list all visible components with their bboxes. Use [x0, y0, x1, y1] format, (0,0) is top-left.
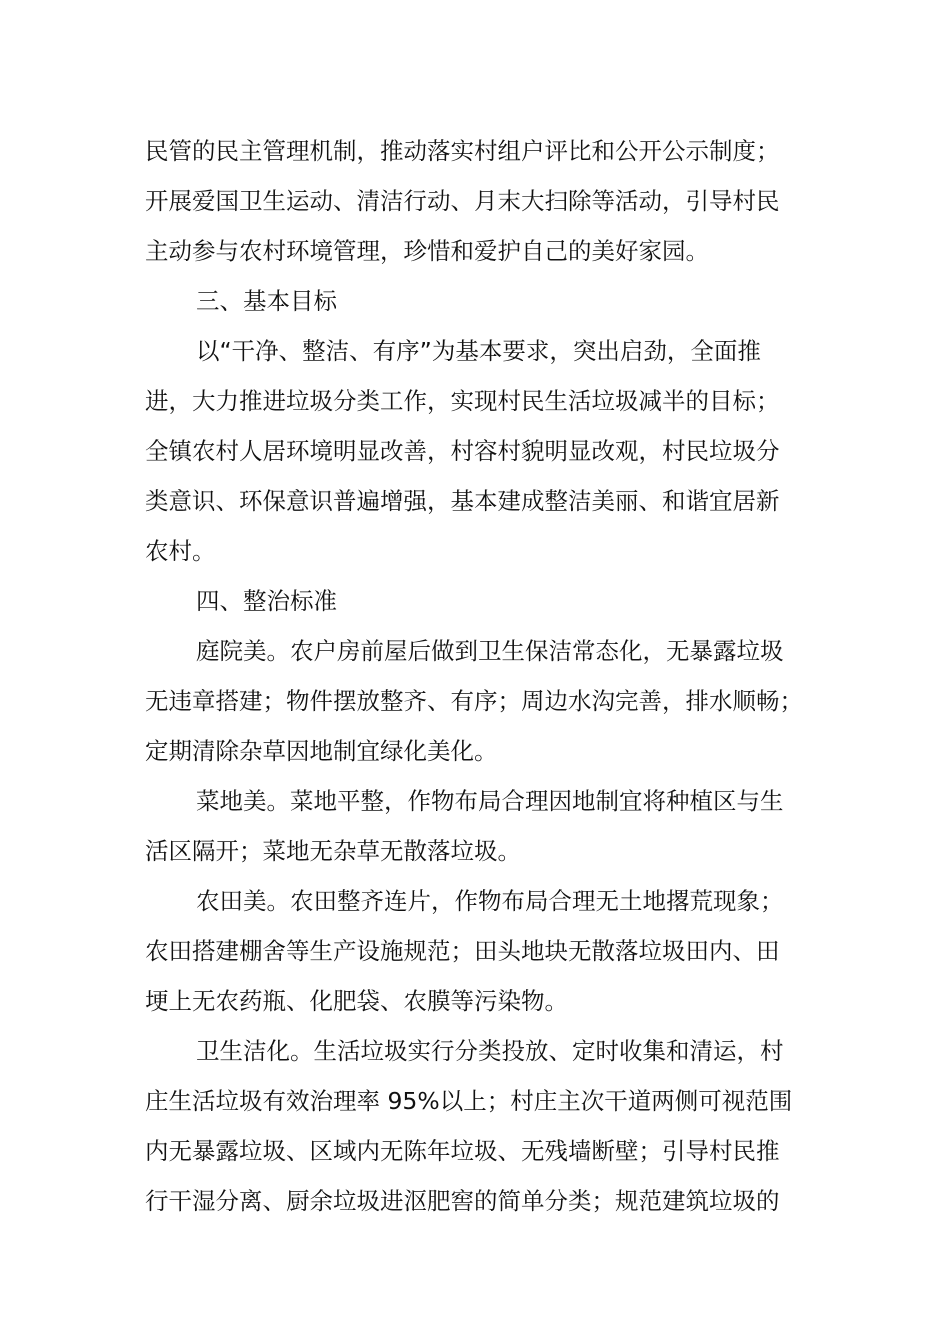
text-line: 民管的民主管理机制，推动落实村组户评比和公开公示制度；	[145, 137, 780, 165]
section-heading: 三、基本目标	[196, 287, 337, 315]
text-line: 主动参与农村环境管理，珍惜和爱护自己的美好家园。	[145, 237, 709, 265]
paragraph-start: 菜地美。菜地平整，作物布局合理因地制宜将种植区与生	[196, 787, 784, 815]
text-line: 农村。	[145, 537, 216, 565]
document-body	[145, 126, 805, 1226]
text-line: 无违章搭建；物件摆放整齐、有序；周边水沟完善，排水顺畅；	[145, 687, 803, 715]
paragraph-start: 卫生洁化。生活垃圾实行分类投放、定时收集和清运，村	[196, 1037, 784, 1065]
text-line: 进，大力推进垃圾分类工作，实现村民生活垃圾减半的目标；	[145, 387, 780, 415]
text-line: 埂上无农药瓶、化肥袋、农膜等污染物。	[145, 987, 568, 1015]
paragraph-start: 农田美。农田整齐连片，作物布局合理无土地撂荒现象；	[196, 887, 784, 915]
text-line: 全镇农村人居环境明显改善，村容村貌明显改观，村民垃圾分	[145, 437, 780, 465]
section-heading: 四、整治标准	[196, 587, 337, 615]
text-line: 类意识、环保意识普遍增强，基本建成整洁美丽、和谐宜居新	[145, 487, 780, 515]
text-line: 内无暴露垃圾、区域内无陈年垃圾、无残墙断壁；引导村民推	[145, 1137, 780, 1165]
text-line: 庄生活垃圾有效治理率 95%以上；村庄主次干道两侧可视范围	[145, 1087, 793, 1115]
paragraph-start: 以“干净、整洁、有序”为基本要求，突出启劲，全面推	[196, 337, 761, 365]
text-line: 活区隔开；菜地无杂草无散落垃圾。	[145, 837, 521, 865]
text-line: 定期清除杂草因地制宜绿化美化。	[145, 737, 498, 765]
paragraph-start: 庭院美。农户房前屋后做到卫生保洁常态化，无暴露垃圾	[196, 637, 784, 665]
text-line: 行干湿分离、厨余垃圾进沤肥窖的简单分类；规范建筑垃圾的	[145, 1187, 780, 1215]
text-line: 农田搭建棚舍等生产设施规范；田头地块无散落垃圾田内、田	[145, 937, 780, 965]
text-line: 开展爱国卫生运动、清洁行动、月末大扫除等活动，引导村民	[145, 187, 780, 215]
